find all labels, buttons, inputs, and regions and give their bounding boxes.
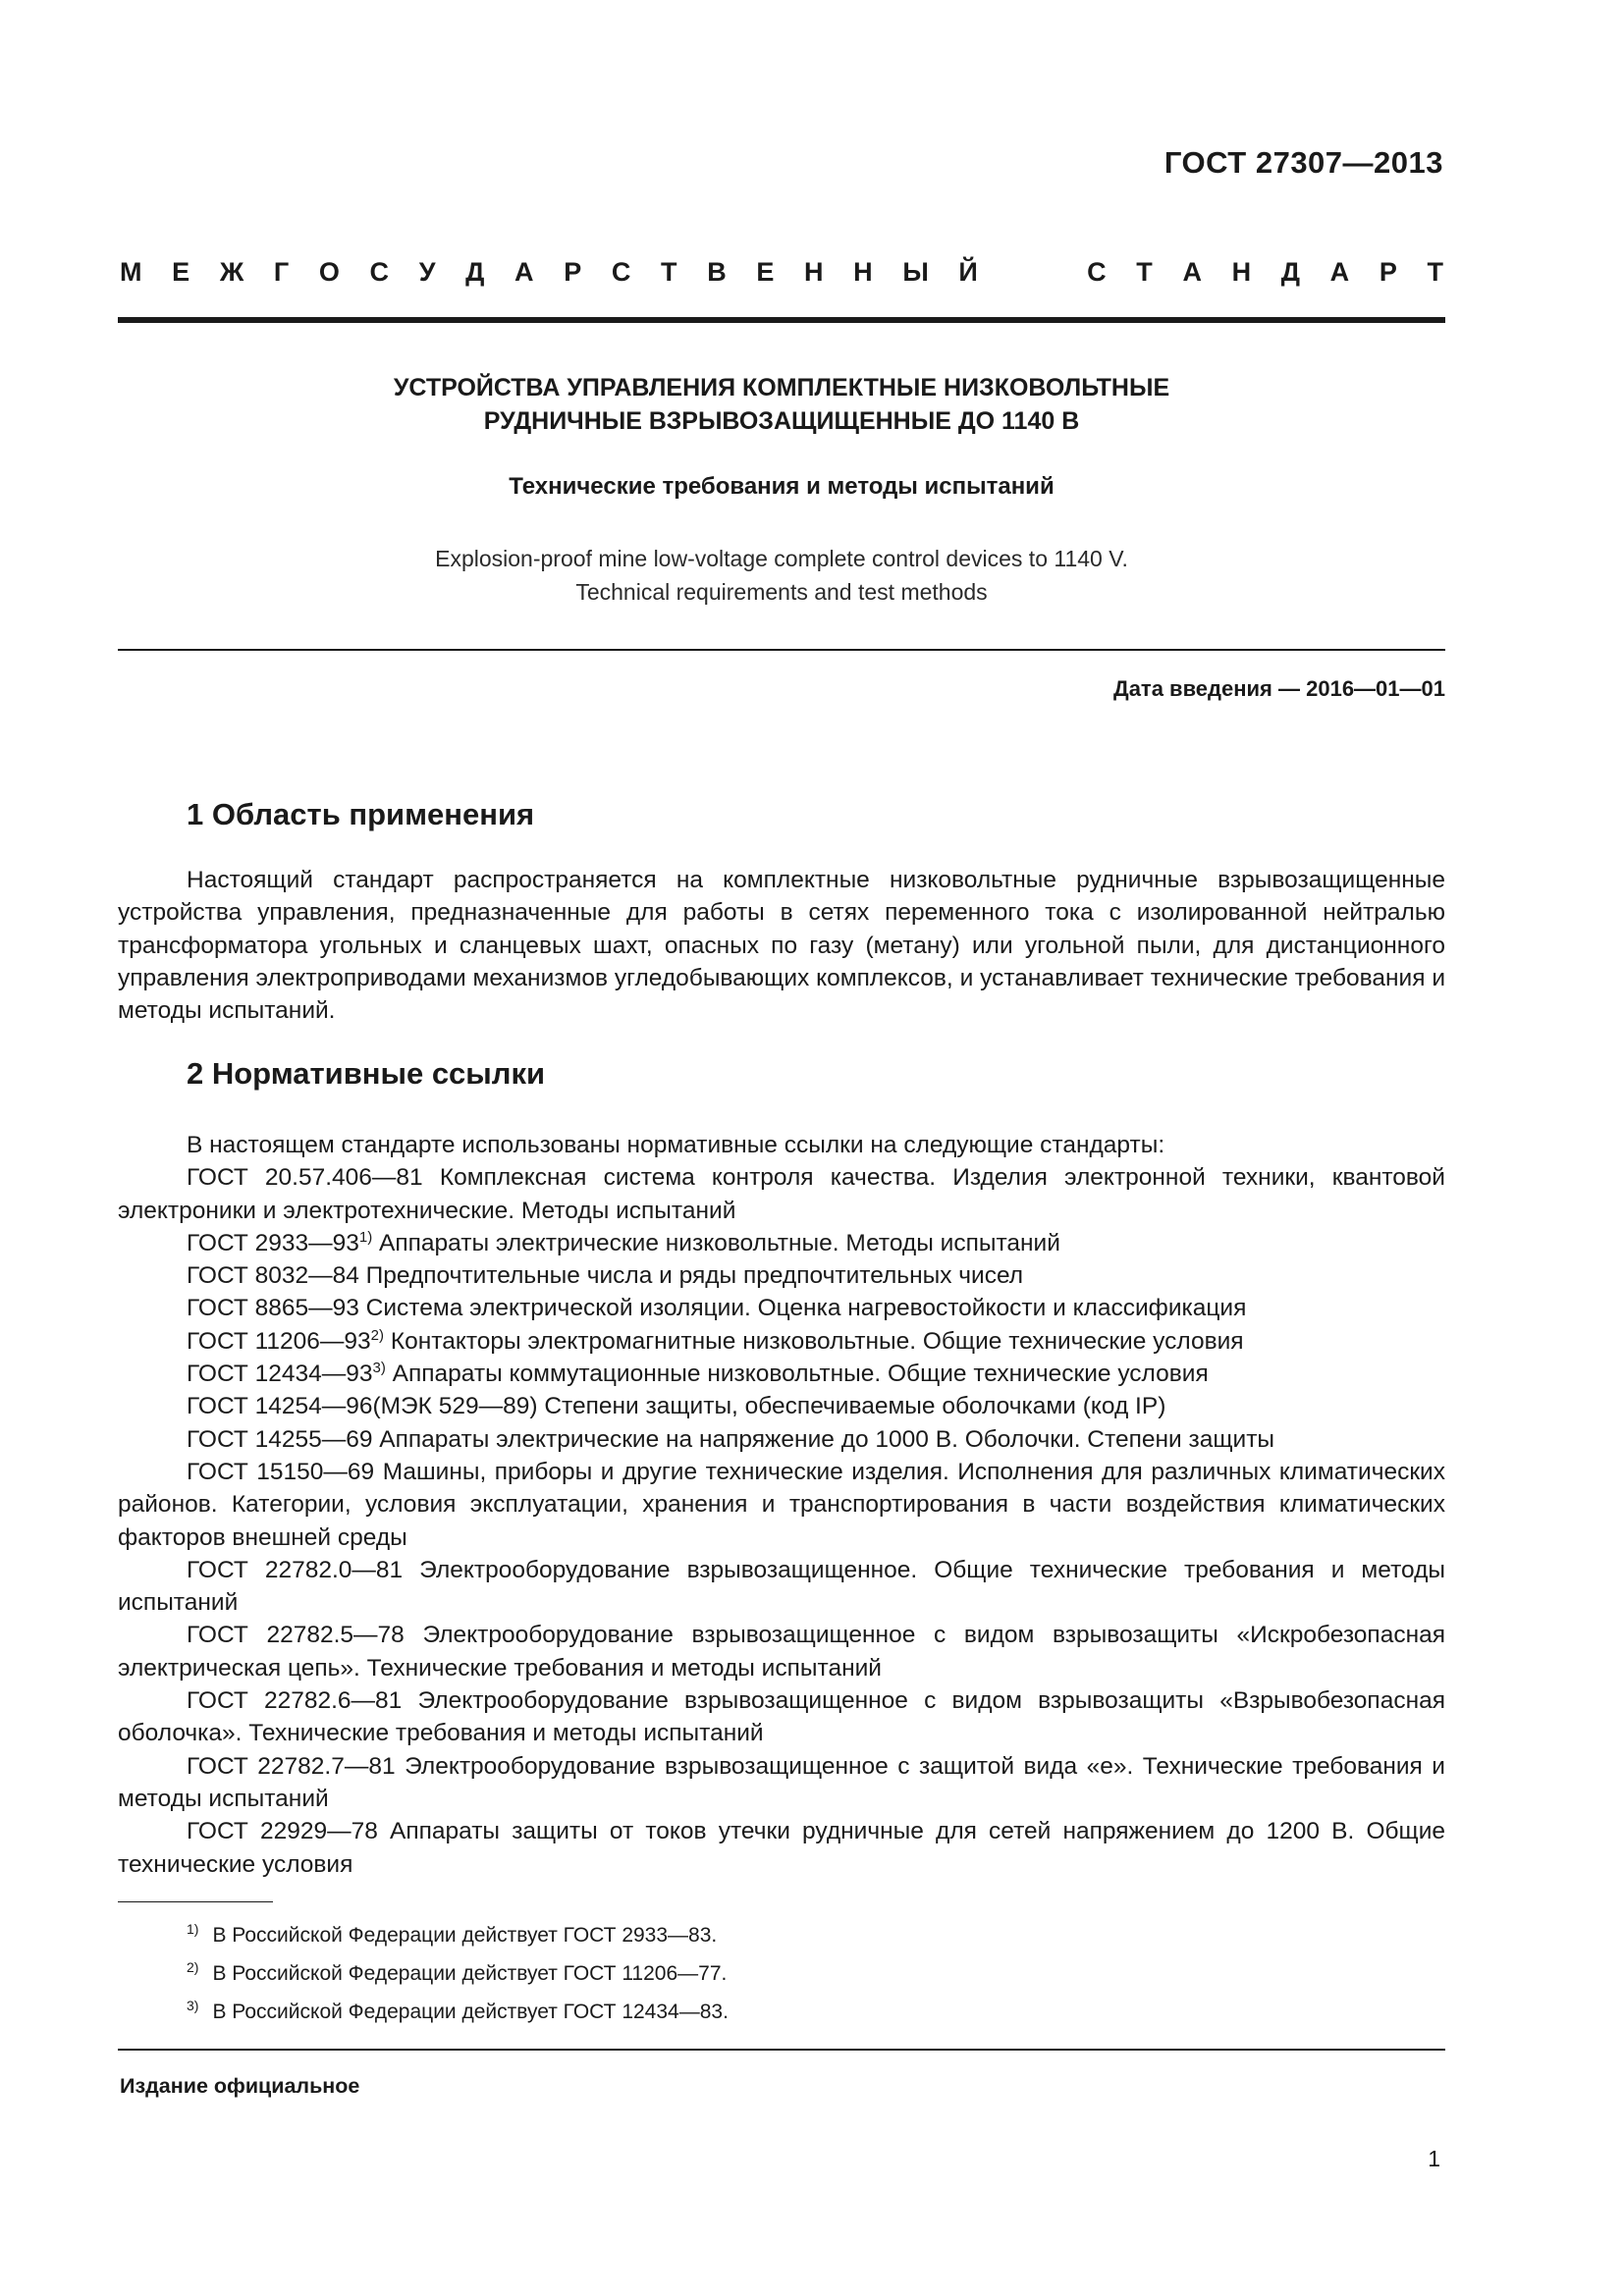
heading-letter: Д [465,257,485,287]
heading-letter: Т [661,257,677,287]
reference-code: ГОСТ 15150—69 [187,1458,375,1485]
heading-letter: А [1182,257,1202,287]
reference-code: ГОСТ 20.57.406—81 [187,1164,423,1192]
footnote-mark: 3) [187,1998,199,2013]
reference-item [118,1619,1445,1684]
heading-letter: О [318,257,340,287]
reference-item [118,1423,1445,1456]
heading-letter: Н [853,257,873,287]
footnote-text: В Российской Федерации действует ГОСТ 2933—83. [212,1924,718,1947]
heading-letter: Д [1280,257,1301,287]
introduction-date: Дата введения — 2016—01—01 [1113,676,1445,701]
header-divider [118,317,1445,323]
reference-code: ГОСТ 22929—78 [187,1818,378,1845]
references-list [118,1129,1445,1881]
reference-code: ГОСТ 14254—96(МЭК 529—89) [187,1393,538,1420]
reference-code: ГОСТ 11206—93 [187,1327,371,1355]
section-heading-references: 2 Нормативные ссылки [187,1056,546,1091]
reference-code: ГОСТ 22782.0—81 [187,1556,404,1583]
footnote-marker: 3) [372,1359,386,1376]
heading-letter: Н [804,257,824,287]
heading-letter: Ж [219,257,244,287]
reference-code: ГОСТ 8032—84 [187,1262,359,1290]
reference-title: Электрооборудование взрывозащищенное с защитой вида «е». Технические требования и методы испытаний [118,1752,1445,1812]
heading-letter: Г [273,257,290,287]
footnote-text: В Российской Федерации действует ГОСТ 12434—83. [212,2001,729,2023]
reference-item [118,1390,1445,1422]
reference-title: Машины, приборы и другие технические изделия. Исполнения для различных климатических районов. Категории, условия эксплуатации, хранения и транспортирования в части воздействия климатических факторов внешней среды [118,1458,1445,1551]
section-heading-scope: 1 Область применения [187,797,535,831]
footnotes [118,1913,729,2028]
heading-letter: Е [172,257,190,287]
reference-code: ГОСТ 22782.6—81 [187,1687,403,1715]
scope-paragraph: Настоящий стандарт распространяется на комплектные низковольтные рудничные взрывозащищенные устройства управления, предназначенные для работы в сетях переменного тока с изолированной нейтралью трансформатора угольных и сланцевых шахт, опасных по газу (метану) или угольной пыли, для дистанционного управления электроприводами механизмов угледобывающих комплексов, и устанавливает технические требования и методы испытаний. [118,867,1445,1025]
heading-letter: С [369,257,390,287]
reference-item [118,1750,1445,1816]
footnote-text: В Российской Федерации действует ГОСТ 11206—77. [212,1962,728,1985]
title-line: РУДНИЧНЫЕ ВЗРЫВОЗАЩИЩЕННЫЕ ДО 1140 В [483,407,1080,435]
document-number: ГОСТ 27307—2013 [1163,145,1443,180]
footnote-mark: 1) [187,1921,199,1937]
document-title [118,371,1445,438]
heading-letter: Ы [902,257,929,287]
heading-letter: А [514,257,534,287]
heading-letter: Т [1136,257,1153,287]
heading-letter: Р [564,257,582,287]
reference-code: ГОСТ 12434—93 [187,1361,373,1388]
heading-letter: С [1087,257,1107,287]
reference-title: Предпочтительные числа и ряды предпочтительных чисел [358,1262,1024,1290]
reference-title: Контакторы электромагнитные низковольтные. Общие технические условия [384,1327,1244,1355]
footer-divider [118,2049,1445,2051]
heading-letter: Й [958,257,978,287]
reference-title: Аппараты электрические на напряжение до 1000 В. Оболочки. Степени защиты [372,1425,1275,1453]
reference-code: ГОСТ 22782.7—81 [187,1752,396,1780]
heading-letter: Е [756,257,775,287]
footnote-divider [118,1901,273,1902]
reference-title: Система электрической изоляции. Оценка нагревостойкости и классификация [358,1295,1247,1322]
reference-code: ГОСТ 14255—69 [187,1425,373,1453]
heading-letter: С [611,257,631,287]
heading-letter: А [1329,257,1350,287]
footnote-marker: 1) [358,1228,373,1246]
english-title-line: Explosion-proof mine low-voltage complete control devices to 1140 V. [435,546,1128,571]
reference-title: Степени защиты, обеспечиваемые оболочками (код IP) [537,1393,1166,1420]
footnote-mark: 2) [187,1959,199,1975]
reference-item [118,1292,1445,1324]
reference-title: Аппараты коммутационные низковольтные. Общие технические условия [385,1361,1209,1388]
reference-code: ГОСТ 22782.5—78 [187,1622,405,1649]
footnote-marker: 2) [370,1326,385,1344]
reference-title: Аппараты электрические низковольтные. Методы испытаний [372,1229,1060,1256]
english-title-line: Technical requirements and test methods [575,579,988,605]
reference-item [118,1259,1445,1292]
footnote-item [118,1951,729,1990]
heading-letter: В [707,257,727,287]
reference-code: ГОСТ 2933—93 [187,1229,359,1256]
heading-letter: Т [1427,257,1443,287]
reference-code: ГОСТ 8865—93 [187,1295,359,1322]
document-subtitle: Технические требования и методы испытаний [509,473,1055,500]
heading-letter: М [120,257,142,287]
reference-item [118,1684,1445,1750]
reference-title: Электрооборудование взрывозащищенное с видом взрывозащиты «Взрывобезопасная оболочка». Технические требования и методы испытаний [118,1687,1445,1747]
reference-item [118,1358,1445,1390]
reference-title: Комплексная система контроля качества. Изделия электронной техники, квантовой электроники и электротехнические. Методы испытаний [118,1164,1445,1224]
reference-title: Электрооборудование взрывозащищенное. Общие технические требования и методы испытаний [118,1556,1446,1617]
reference-title: Электрооборудование взрывозащищенное с видом взрывозащиты «Искробезопасная электрическая цепь». Технические требования и методы испытаний [118,1622,1445,1682]
standard-type-heading [120,257,1443,288]
heading-letter: Н [1231,257,1252,287]
page-number: 1 [1428,2146,1440,2171]
references-intro: В настоящем стандарте использованы нормативные ссылки на следующие стандарты: [187,1132,1165,1158]
edition-label: Издание официальное [120,2074,360,2098]
heading-letter: Р [1379,257,1397,287]
reference-item [118,1456,1445,1554]
reference-item [118,1227,1445,1259]
reference-item [118,1815,1445,1881]
title-divider [118,649,1445,651]
english-title [118,542,1445,609]
footnote-item [118,1990,729,2028]
footnote-item [118,1913,729,1951]
word-gap [1007,257,1056,288]
reference-item [118,1161,1445,1227]
title-line: УСТРОЙСТВА УПРАВЛЕНИЯ КОМПЛЕКТНЫЕ НИЗКОВОЛЬТНЫЕ [393,374,1170,401]
reference-item [118,1325,1445,1358]
reference-title: Аппараты защиты от токов утечки рудничные для сетей напряжением до 1200 В. Общие технические условия [118,1818,1446,1878]
reference-item [118,1554,1445,1620]
heading-letter: У [418,257,436,287]
